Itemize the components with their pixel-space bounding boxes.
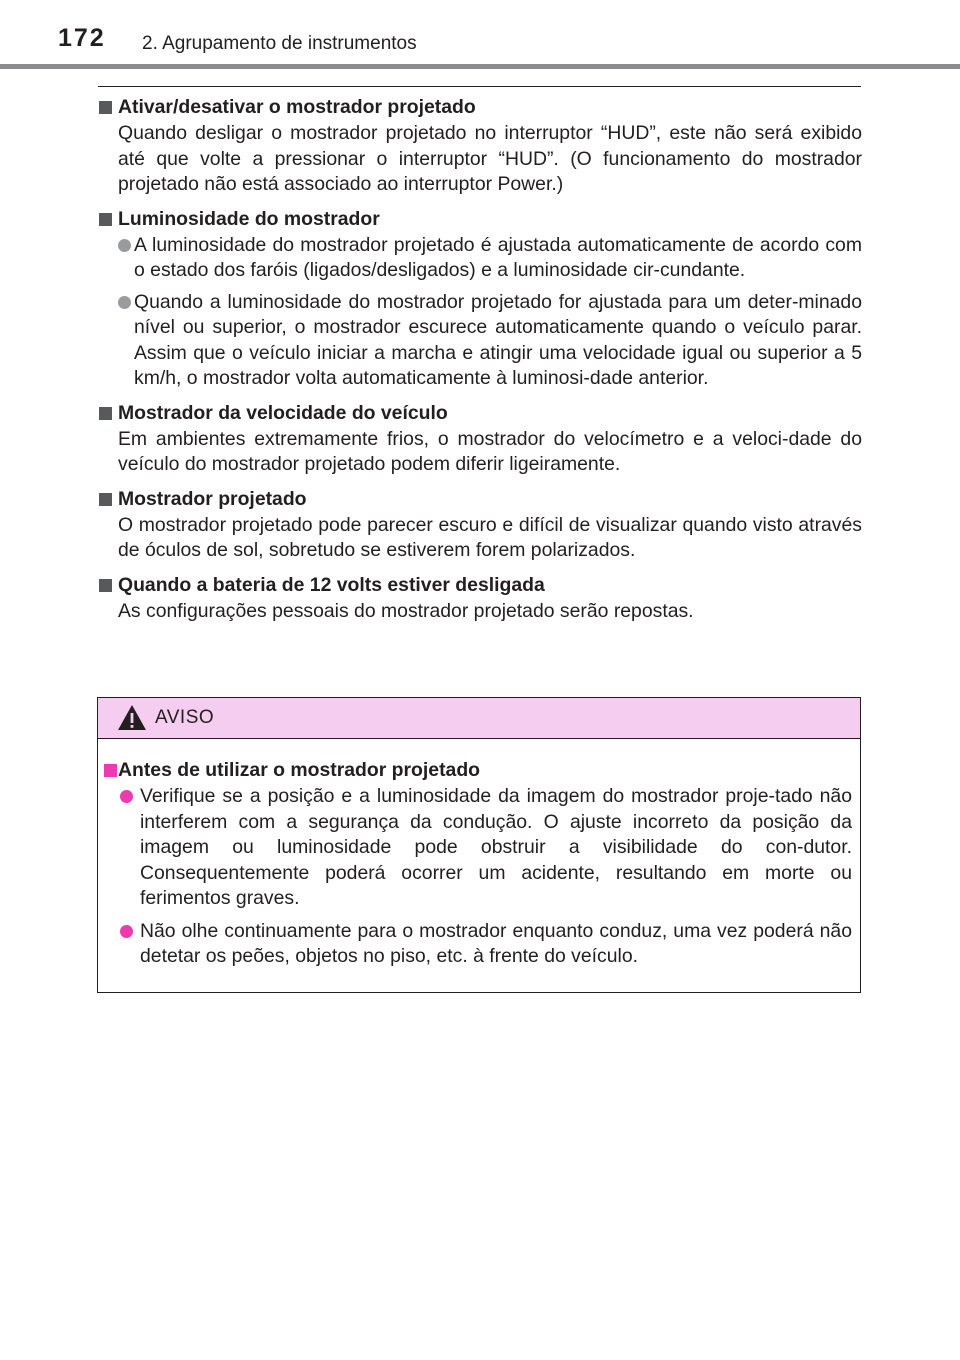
list-item	[98, 290, 862, 392]
bullet-text: Quando a luminosidade do mostrador projetado for ajustada para um deter-minado nível ou superior, o mostrador escurece automaticamente quando o veículo parar. Assim que o veículo iniciar a marcha e atingir uma velocidade igual ou superior a 5 km/h, o mostrador volta automaticamente à luminosi-dade anterior.	[134, 290, 862, 389]
circle-bullet-icon	[118, 296, 131, 309]
section-title: Ativar/desativar o mostrador projetado	[118, 96, 476, 118]
page-header	[0, 0, 960, 70]
list-item	[98, 919, 860, 970]
square-bullet-icon	[99, 493, 112, 506]
circle-bullet-icon	[120, 790, 133, 803]
section-text: Em ambientes extremamente frios, o mostrador do velocímetro e a veloci-dade do veículo do mostrador projetado podem diferir ligeiramente.	[118, 427, 862, 475]
section-luminosidade	[98, 207, 862, 392]
square-bullet-icon	[99, 101, 112, 114]
circle-bullet-icon	[118, 239, 131, 252]
content-top-rule	[98, 86, 861, 87]
square-bullet-icon	[99, 213, 112, 226]
warning-body	[98, 758, 860, 977]
section-text: Quando desligar o mostrador projetado no interruptor “HUD”, este não será exibido até que volte a pressionar o interruptor “HUD”. (O funcionamento do mostrador projetado não está associado ao interruptor Power.)	[118, 122, 862, 195]
section-title: Mostrador da velocidade do veículo	[118, 401, 448, 424]
page-number: 172	[58, 24, 106, 52]
square-bullet-icon	[104, 764, 117, 777]
warning-box	[97, 697, 861, 993]
section-text: O mostrador projetado pode parecer escuro e difícil de visualizar quando visto através de óculos de sol, sobretudo se estiverem forem polarizados.	[118, 513, 862, 561]
section-title: Quando a bateria de 12 volts estiver desligada	[118, 573, 545, 596]
bullet-text: A luminosidade do mostrador projetado é ajustada automaticamente de acordo com o estado dos faróis (ligados/desligados) e a luminosidade cir-cundante.	[134, 233, 862, 281]
section-title: Mostrador projetado	[118, 487, 307, 510]
section-title: Luminosidade do mostrador	[118, 207, 380, 230]
warning-triangle-icon	[117, 704, 147, 731]
section-mostrador-projetado	[98, 487, 862, 564]
warning-header	[98, 698, 860, 739]
list-item	[98, 784, 860, 912]
header-rule	[0, 64, 960, 69]
section-bateria	[98, 573, 862, 625]
list-item	[98, 233, 862, 284]
warning-label: AVISO	[155, 707, 215, 728]
section-ativar-desativar	[98, 95, 862, 198]
section-velocidade	[98, 401, 862, 478]
bullet-text: Verifique se a posição e a luminosidade da imagem do mostrador proje-tado não interferem com a segurança da condução. O ajuste incorreto da posição da imagem ou luminosidade pode obstruir a visibilidade do con-dutor. Consequentemente poderá ocorrer um acidente, resultando em morte ou ferimentos graves.	[140, 785, 852, 909]
chapter-title: 2. Agrupamento de instrumentos	[142, 33, 417, 54]
bullet-text: Não olhe continuamente para o mostrador enquanto conduz, uma vez poderá não detetar os peões, objetos no piso, etc. à frente do veículo.	[140, 919, 852, 967]
section-text: As configurações pessoais do mostrador projetado serão repostas.	[118, 599, 694, 622]
square-bullet-icon	[99, 407, 112, 420]
circle-bullet-icon	[120, 925, 133, 938]
square-bullet-icon	[99, 579, 112, 592]
warning-title: Antes de utilizar o mostrador projetado	[118, 759, 481, 781]
main-content	[98, 95, 862, 633]
